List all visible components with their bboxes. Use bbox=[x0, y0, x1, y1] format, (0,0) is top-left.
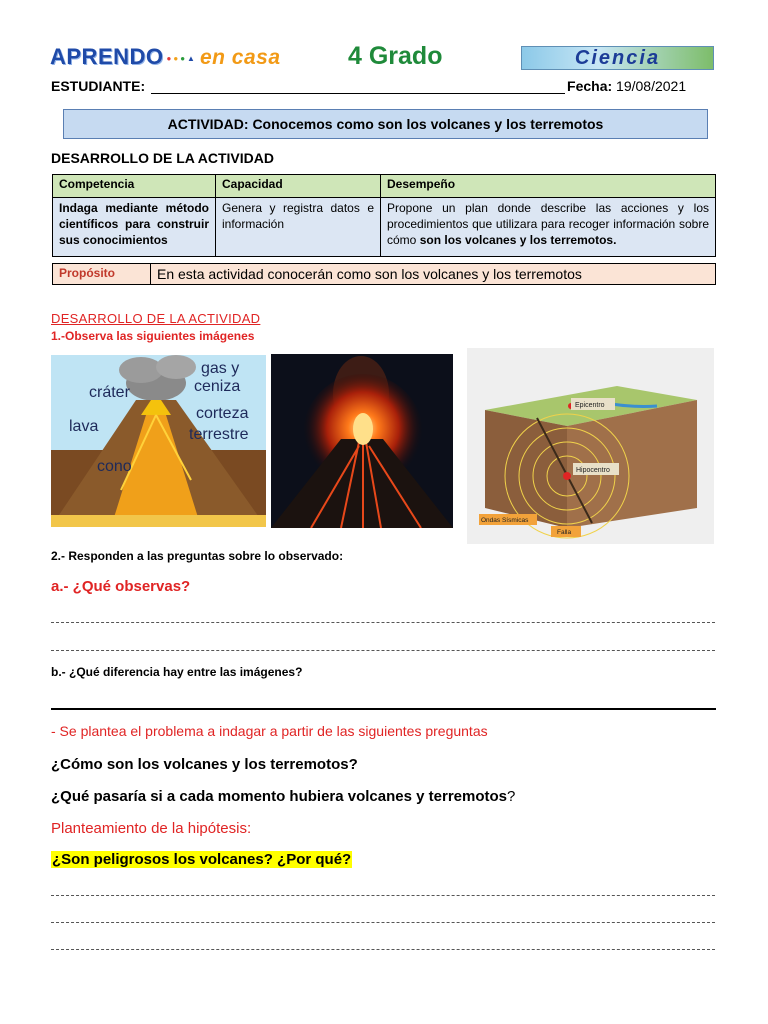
activity-title: ACTIVIDAD: Conocemos como son los volcanes y los terremotos bbox=[63, 109, 708, 139]
earthquake-diagram-image bbox=[467, 348, 714, 544]
date-label: Fecha: bbox=[567, 78, 613, 94]
erupting-volcano-image bbox=[271, 354, 453, 528]
label-lava: lava bbox=[69, 418, 99, 435]
problem-question-2 bbox=[51, 788, 515, 805]
label-cono: cono bbox=[97, 458, 132, 475]
volcano-diagram-image bbox=[51, 355, 266, 527]
proposito-text: En esta actividad conocerán como son los volcanes y los terremotos bbox=[157, 266, 582, 282]
table-row bbox=[53, 198, 716, 257]
question-b: b.- ¿Qué diferencia hay entre las imágenes? bbox=[51, 665, 303, 679]
cell-competencia: Indaga mediante método científicos para construir sus conocimientos bbox=[53, 198, 216, 257]
brand-dots-icon: ●●●▲ bbox=[166, 53, 197, 63]
step1-instruction: 1.-Observa las siguientes imágenes bbox=[51, 329, 255, 343]
hypothesis-question: ¿Son peligrosos los volcanes? ¿Por qué? bbox=[52, 851, 352, 868]
development-heading: DESARROLLO DE LA ACTIVIDAD bbox=[51, 311, 261, 326]
table-header-row bbox=[53, 175, 716, 198]
ciencia-logo bbox=[521, 46, 714, 70]
header-competencia: Competencia bbox=[53, 175, 216, 198]
label-corteza: corteza bbox=[196, 405, 249, 422]
cell-capacidad: Genera y registra datos e información bbox=[216, 198, 381, 257]
aprendo-en-casa-logo bbox=[50, 44, 281, 70]
header-desempeno: Desempeño bbox=[381, 175, 716, 198]
label-ondas: Ondas Sísmicas bbox=[481, 517, 529, 524]
answer-line[interactable] bbox=[51, 622, 715, 623]
label-crater: cráter bbox=[89, 384, 130, 401]
problem-intro: - Se plantea el problema a indagar a partir de las siguientes preguntas bbox=[51, 723, 488, 739]
question-a: a.- ¿Qué observas? bbox=[51, 578, 191, 595]
label-hipocentro: Hipocentro bbox=[576, 467, 610, 474]
proposito-box bbox=[52, 263, 716, 285]
hypothesis-title: Planteamiento de la hipótesis: bbox=[51, 820, 252, 837]
problem-question-1: ¿Cómo son los volcanes y los terremotos? bbox=[51, 756, 358, 773]
student-name-blank[interactable] bbox=[151, 79, 565, 94]
section-title: DESARROLLO DE LA ACTIVIDAD bbox=[51, 150, 274, 166]
brand-suffix-text: en casa bbox=[199, 46, 281, 69]
student-label: ESTUDIANTE: bbox=[51, 78, 146, 94]
step2-instruction: 2.- Responden a las preguntas sobre lo observado: bbox=[51, 549, 344, 563]
cell-desempeno bbox=[381, 198, 716, 257]
desempeno-text: Propone un plan donde describe las acciones y los procedimientos que utilizara para recoger información sobre cómo bbox=[387, 201, 709, 247]
proposito-label: Propósito bbox=[53, 264, 151, 284]
header-capacidad: Capacidad bbox=[216, 175, 381, 198]
ciencia-logo-text: Ciencia bbox=[574, 47, 661, 69]
brand-main-text: APRENDO bbox=[50, 44, 164, 69]
answer-line[interactable] bbox=[51, 922, 715, 923]
date-value: 19/08/2021 bbox=[616, 78, 687, 94]
label-terrestre: terrestre bbox=[189, 426, 249, 443]
desempeno-bold: son los volcanes y los terremotos. bbox=[419, 233, 617, 247]
answer-line[interactable] bbox=[51, 650, 715, 651]
answer-line-solid[interactable] bbox=[51, 708, 716, 710]
student-line bbox=[51, 78, 716, 94]
competency-table bbox=[52, 174, 716, 257]
problem-question-2-text: ¿Qué pasaría si a cada momento hubiera volcanes y terremotos bbox=[51, 788, 507, 805]
answer-line[interactable] bbox=[51, 949, 715, 950]
label-ceniza: ceniza bbox=[194, 378, 241, 395]
grade-title: 4 Grado bbox=[348, 42, 443, 70]
problem-question-2-end: ? bbox=[507, 788, 516, 805]
label-falla: Falla bbox=[557, 529, 572, 536]
label-epicentro: Epicentro bbox=[575, 402, 605, 409]
answer-line[interactable] bbox=[51, 895, 715, 896]
label-gas: gas y bbox=[201, 360, 240, 377]
